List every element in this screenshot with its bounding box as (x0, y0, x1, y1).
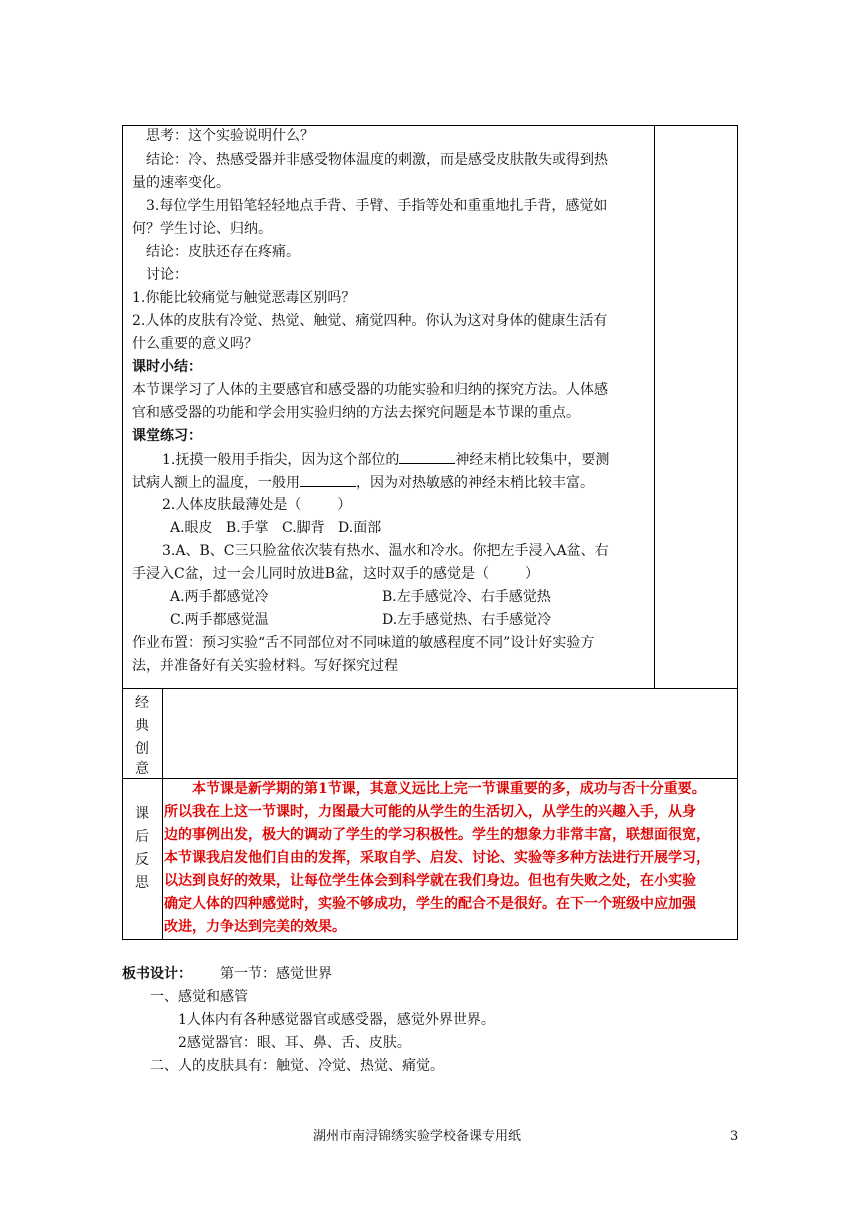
homework-line: 作业布置：预习实验“舌不同部位对不同味道的敏感程度不同”设计好实验方 (132, 635, 595, 651)
main-line: 2.人体的皮肤有冷觉、热觉、触觉、痛觉四种。你认为这对身体的健康生活有 (132, 313, 608, 329)
table-inner-divider (654, 125, 655, 689)
summary-line: 官和感受器的功能和学会用实验归纳的方法去探究问题是本节课的重点。 (132, 405, 580, 421)
board-heading: 板书设计： (122, 966, 192, 982)
main-line: 什么重要的意义吗？ (132, 336, 258, 352)
reflection-label-char: 思 (135, 875, 149, 891)
question-1-text: ，因为对热敏感的神经末梢比较丰富。 (356, 475, 594, 491)
reflection-line: 改进，力争达到完美的效果。 (164, 919, 346, 935)
question-3-line-2 (132, 564, 539, 585)
main-line: 量的速率变化。 (132, 175, 230, 191)
question-3-option-b: B.左手感觉冷、右手感觉热 (382, 589, 551, 605)
board-title: 第一节：感觉世界 (220, 966, 332, 982)
question-1-line-2 (132, 472, 594, 494)
question-2-text: 2.人体皮肤最薄处是（ (162, 497, 302, 513)
question-1-text: 神经末梢比较集中，要测 (455, 452, 610, 468)
homework-line: 法，并准备好有关实验材料。写好探究过程 (132, 658, 398, 674)
main-line: 结论：皮肤还存在疼痛。 (146, 244, 300, 260)
reflection-label-char: 反 (135, 852, 149, 868)
table-border-left (122, 125, 123, 940)
main-line: 1.你能比较痛觉与触觉恶毒区别吗？ (132, 290, 356, 306)
reflection-line: 本节课我启发他们自由的发挥，采取自学、启发、讨论、实验等多种方法进行开展学习， (164, 850, 710, 866)
reflection-label-char: 课 (135, 806, 149, 822)
board-line: 一、感觉和感管 (150, 989, 248, 1005)
board-line: 2感觉器官：眼、耳、鼻、舌、皮肤。 (178, 1035, 411, 1051)
main-line: 结论：冷、热感受器并非感受物体温度的刺激，而是感受皮肤散失或得到热 (146, 152, 608, 168)
classic-label-char: 经 (135, 695, 149, 711)
reflection-line: 确定人体的四种感觉时，实验不够成功，学生的配合不是很好。在下一个班级中应加强 (164, 896, 696, 912)
board-line: 1人体内有各种感觉器官或感受器，感觉外界世界。 (178, 1012, 495, 1028)
table-border-bottom (122, 939, 738, 940)
footer-school: 湖州市南浔锦绣实验学校备课专用纸 (313, 1129, 522, 1144)
classic-label-char: 创 (135, 741, 149, 757)
question-2-options: A.眼皮 B.手掌 C.脚背 D.面部 (170, 520, 382, 536)
reflection-line: 所以我在上这一节课时，力图最大可能的从学生的生活切入，从学生的兴趣入手，从身 (164, 804, 696, 820)
page-number: 3 (730, 1129, 739, 1144)
main-line: 何？学生讨论、归纳。 (132, 221, 272, 237)
main-line: 3.每位学生用铅笔轻轻地点手背、手臂、手指等处和重重地扎手背，感觉如 (146, 198, 608, 214)
question-3-text: 手浸入C盆，过一会儿同时放进B盆，这时双手的感觉是（ (132, 566, 489, 582)
table-label-divider (162, 688, 163, 940)
main-line: 思考：这个实验说明什么？ (146, 128, 314, 144)
paren-close: ） (525, 566, 539, 582)
classic-label-char: 典 (135, 718, 149, 734)
summary-line: 本节课学习了人体的主要感官和感受器的功能实验和归纳的探究方法。人体感 (132, 382, 608, 398)
question-1-text: 试病人额上的温度，一般用 (132, 475, 300, 491)
main-line: 讨论： (146, 267, 188, 283)
classic-label-char: 意 (135, 761, 149, 777)
answer-blank[interactable] (399, 449, 455, 464)
reflection-label-char: 后 (135, 829, 149, 845)
question-1-line-1 (162, 449, 609, 471)
question-1-text: 1.抚摸一般用手指尖，因为这个部位的 (162, 452, 400, 468)
reflection-line: 边的事例出发，极大的调动了学生的学习积极性。学生的想象力非常丰富，联想面很宽， (164, 827, 710, 843)
question-3-option-a: A.两手都感觉冷 (170, 589, 269, 605)
paren-close: ） (337, 497, 352, 513)
summary-heading: 课时小结： (132, 359, 202, 375)
reflection-line: 以达到良好的效果，让每位学生体会到科学就在我们身边。但也有失败之处，在小实验 (164, 873, 696, 889)
answer-blank[interactable] (300, 472, 356, 487)
practice-heading: 课堂练习： (132, 428, 202, 444)
question-3-option-d: D.左手感觉热、右手感觉冷 (382, 612, 552, 628)
table-row-divider-1 (122, 688, 738, 689)
question-3-line-1: 3.A、B、C三只脸盆依次装有热水、温水和冷水。你把左手浸入A盆、右 (162, 543, 609, 559)
reflection-line: 本节课是新学期的第1节课，其意义远比上完一节课重要的多，成功与否十分重要。 (192, 781, 706, 797)
table-border-right (737, 125, 738, 940)
question-3-option-c: C.两手都感觉温 (170, 612, 269, 628)
board-line: 二、人的皮肤具有：触觉、冷觉、热觉、痛觉。 (150, 1058, 444, 1074)
question-2 (162, 495, 351, 516)
